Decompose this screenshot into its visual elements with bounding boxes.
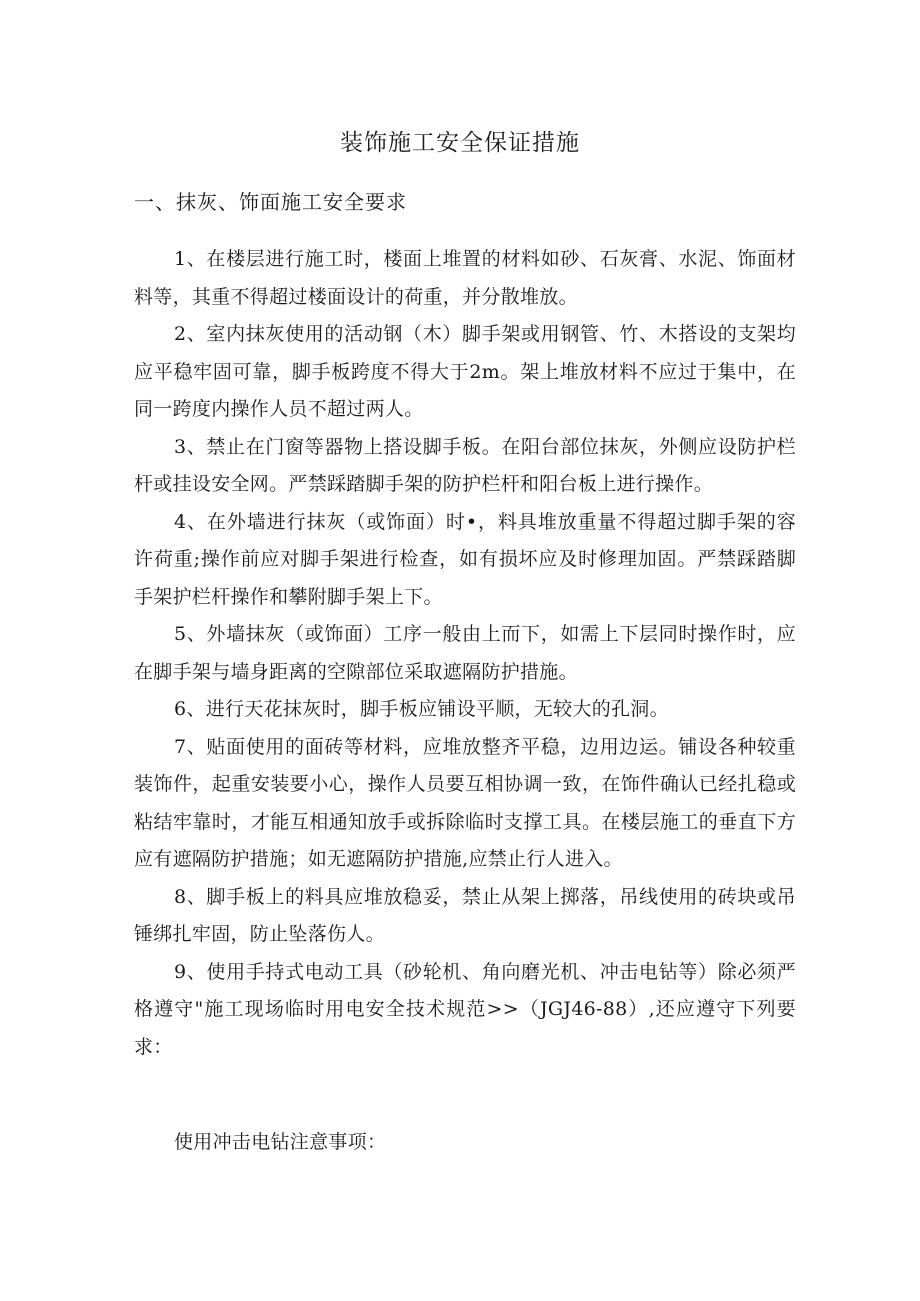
paragraph-4: 4、在外墙进行抹灰（或饰面）时•，料具堆放重量不得超过脚手架的容许荷重;操作前应对脚手架进行检查，如有损坏应及时修理加固。严禁踩踏脚手架护栏杆操作和攀附脚手架上下。 bbox=[134, 510, 796, 608]
paragraph-2: 2、室内抹灰使用的活动钢（木）脚手架或用钢管、竹、木搭设的支架均应平稳牢固可靠，脚手板跨度不得大于2m。架上堆放材料不应过于集中，在同一跨度内操作人员不超过两人。 bbox=[134, 323, 796, 420]
document-title: 装饰施工安全保证措施 bbox=[340, 130, 580, 156]
paragraph-1: 1、在楼层进行施工时，楼面上堆置的材料如砂、石灰膏、水泥、饰面材料等，其重不得超过楼面设计的荷重，并分散堆放。 bbox=[134, 248, 796, 308]
drill-notes-heading: 使用冲击电钻注意事项： bbox=[174, 1131, 387, 1153]
paragraph-5: 5、外墙抹灰（或饰面）工序一般由上而下，如需上下层同时操作时，应在脚手架与墙身距离的空隙部位采取遮隔防护措施。 bbox=[134, 623, 796, 683]
document-body bbox=[134, 241, 796, 1066]
paragraph-9: 9、使用手持式电动工具（砂轮机、角向磨光机、冲击电钻等）除必须严格遵守"施工现场临时用电安全技术规范>>（JGJ46-88）,还应遵守下列要求： bbox=[134, 960, 796, 1058]
section-heading: 一、抹灰、饰面施工安全要求 bbox=[134, 190, 407, 214]
paragraph-3: 3、禁止在门窗等器物上搭设脚手板。在阳台部位抹灰，外侧应设防护栏杆或挂设安全网。严禁踩踏脚手架的防护栏杆和阳台板上进行操作。 bbox=[134, 435, 796, 495]
paragraph-7: 7、贴面使用的面砖等材料，应堆放整齐平稳，边用边运。铺设各种较重装饰件，起重安装要小心，操作人员要互相协调一致，在饰件确认已经扎稳或粘结牢靠时，才能互相通知放手或拆除临时支撑工具。在楼层施工的垂直下方应有遮隔防护措施；如无遮隔防护措施,应禁止行人进入。 bbox=[134, 735, 796, 870]
paragraph-8: 8、脚手板上的料具应堆放稳妥，禁止从架上掷落，吊线使用的砖块或吊锤绑扎牢固，防止坠落伤人。 bbox=[134, 885, 796, 945]
paragraph-6: 6、进行天花抹灰时，脚手板应铺设平顺，无较大的孔洞。 bbox=[174, 698, 669, 720]
